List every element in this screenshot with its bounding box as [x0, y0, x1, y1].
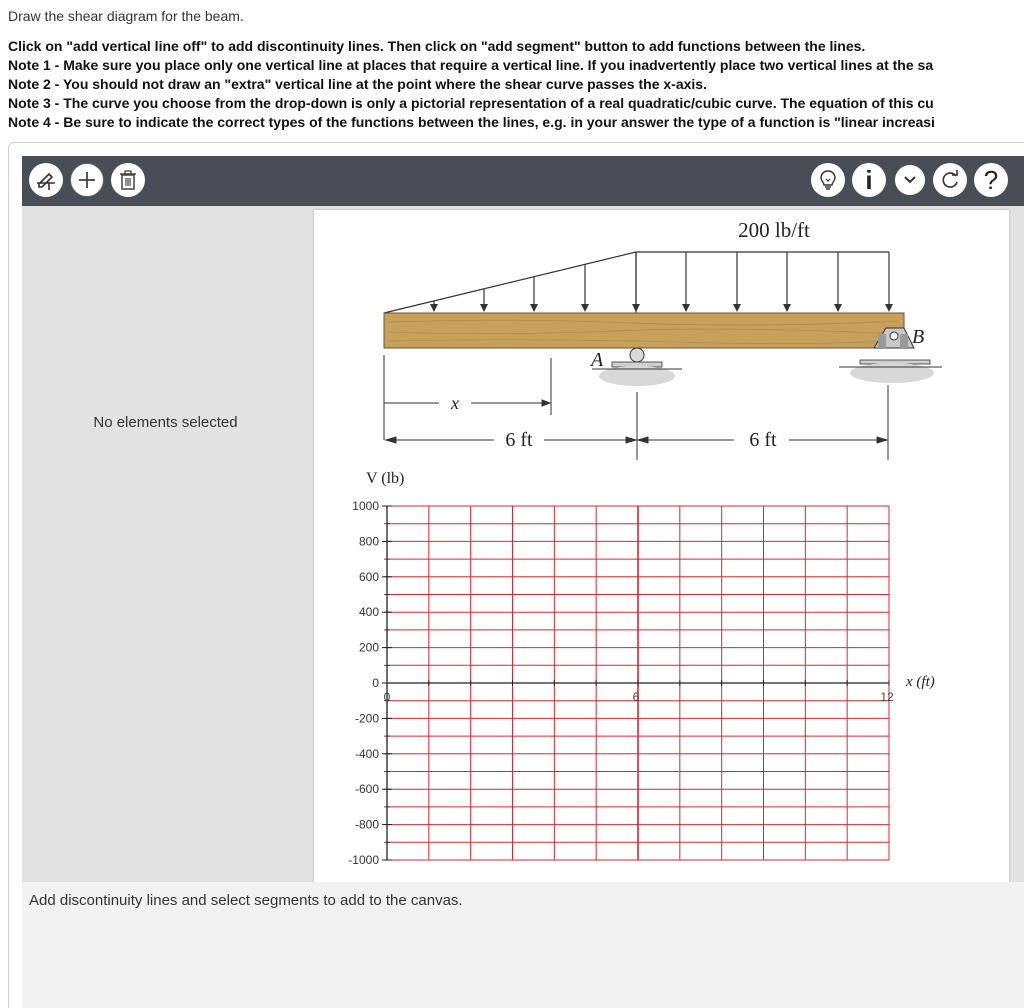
canvas-area	[309, 206, 1024, 882]
instruction-note-3: Note 3 - The curve you choose from the drop-down is only a pictorial representation of a real quadratic/cubic curve. The equation of this cu	[8, 95, 934, 111]
load-arrow-head	[632, 304, 640, 312]
y-tick-label: 800	[358, 534, 379, 549]
support-a-label: A	[591, 349, 604, 371]
instructions	[8, 37, 1024, 132]
add-segment-button[interactable]	[70, 163, 104, 197]
help-button[interactable]	[974, 163, 1008, 197]
add-vertical-line-button[interactable]	[29, 163, 63, 197]
chart-y-axis-label: V (lb)	[366, 470, 405, 487]
load-arrow-head	[581, 304, 589, 312]
y-tick-label: 0	[372, 676, 379, 690]
y-tick-label: -400	[354, 746, 379, 761]
distributed-load-label: 200 lb/ft	[738, 218, 810, 242]
load-arrow-head	[480, 304, 488, 312]
support-b-label: B	[912, 326, 925, 348]
y-tick-label: 600	[358, 569, 379, 584]
instruction-line: Click on "add vertical line off" to add discontinuity lines. Then click on "add segment" button to add functions between the lines.	[8, 38, 866, 54]
selection-status: No elements selected	[93, 414, 238, 431]
drawing-canvas[interactable]	[314, 210, 1009, 882]
info-icon: i	[865, 165, 873, 195]
add-vertical-line-icon	[35, 169, 57, 191]
x-tick-label: 0	[383, 690, 391, 704]
plus-icon	[77, 170, 97, 190]
distributed-load	[384, 252, 893, 313]
reset-button[interactable]	[933, 163, 967, 197]
instruction-note-4: Note 4 - Be sure to indicate the correct types of the functions between the lines, e.g. in your answer the type of a function is "linear increasi	[8, 114, 935, 130]
y-tick-label: 200	[358, 640, 379, 655]
graph-widget	[8, 142, 1024, 1008]
y-tick-label: -1000	[348, 853, 379, 867]
load-arrow-head	[885, 304, 893, 312]
y-tick-label: 400	[358, 605, 379, 620]
refresh-icon	[939, 169, 961, 191]
load-arrow-head	[430, 304, 438, 312]
more-button[interactable]	[895, 165, 925, 195]
properties-sidebar	[22, 206, 309, 882]
y-tick-label: -200	[354, 711, 379, 726]
y-tick-label: -800	[354, 817, 379, 832]
question-title: Draw the shear diagram for the beam.	[8, 8, 244, 24]
lightbulb-icon	[818, 169, 838, 191]
load-arrow-head	[733, 304, 741, 312]
chevron-down-icon	[903, 175, 917, 185]
load-arrow-head	[530, 304, 538, 312]
trash-icon	[119, 170, 137, 190]
x-tick-label: 6	[632, 690, 640, 704]
dimension-right-label: 6 ft	[749, 429, 777, 451]
feedback-pane	[22, 882, 1024, 1008]
x-tick-label: 12	[880, 690, 894, 704]
chart-y-ticks	[348, 499, 392, 867]
y-tick-label: -600	[354, 782, 379, 797]
y-tick-label: 1000	[352, 499, 379, 513]
support-a-roller	[592, 348, 682, 386]
instruction-note-1: Note 1 - Make sure you place only one vertical line at places that require a vertical line. If you inadvertently place two vertical lines at the sa	[8, 57, 934, 73]
help-icon: ?	[983, 165, 999, 195]
dimension-left-label: 6 ft	[505, 429, 533, 451]
instruction-note-2: Note 2 - You should not draw an "extra" vertical line at the point where the shear curve passes the x-axis.	[8, 76, 707, 92]
hint-button[interactable]	[811, 163, 845, 197]
delete-button[interactable]	[111, 163, 145, 197]
load-arrows	[430, 252, 893, 312]
beam-and-shear-svg	[314, 210, 1009, 882]
x-position-label: x	[451, 393, 459, 413]
feedback-message: Add discontinuity lines and select segments to add to the canvas.	[29, 892, 463, 909]
info-button[interactable]	[852, 163, 886, 197]
toolbar	[22, 156, 1024, 206]
chart-x-axis-label: x (ft)	[906, 674, 935, 690]
load-arrow-head	[834, 304, 842, 312]
load-arrow-head	[783, 304, 791, 312]
load-arrow-head	[682, 304, 690, 312]
